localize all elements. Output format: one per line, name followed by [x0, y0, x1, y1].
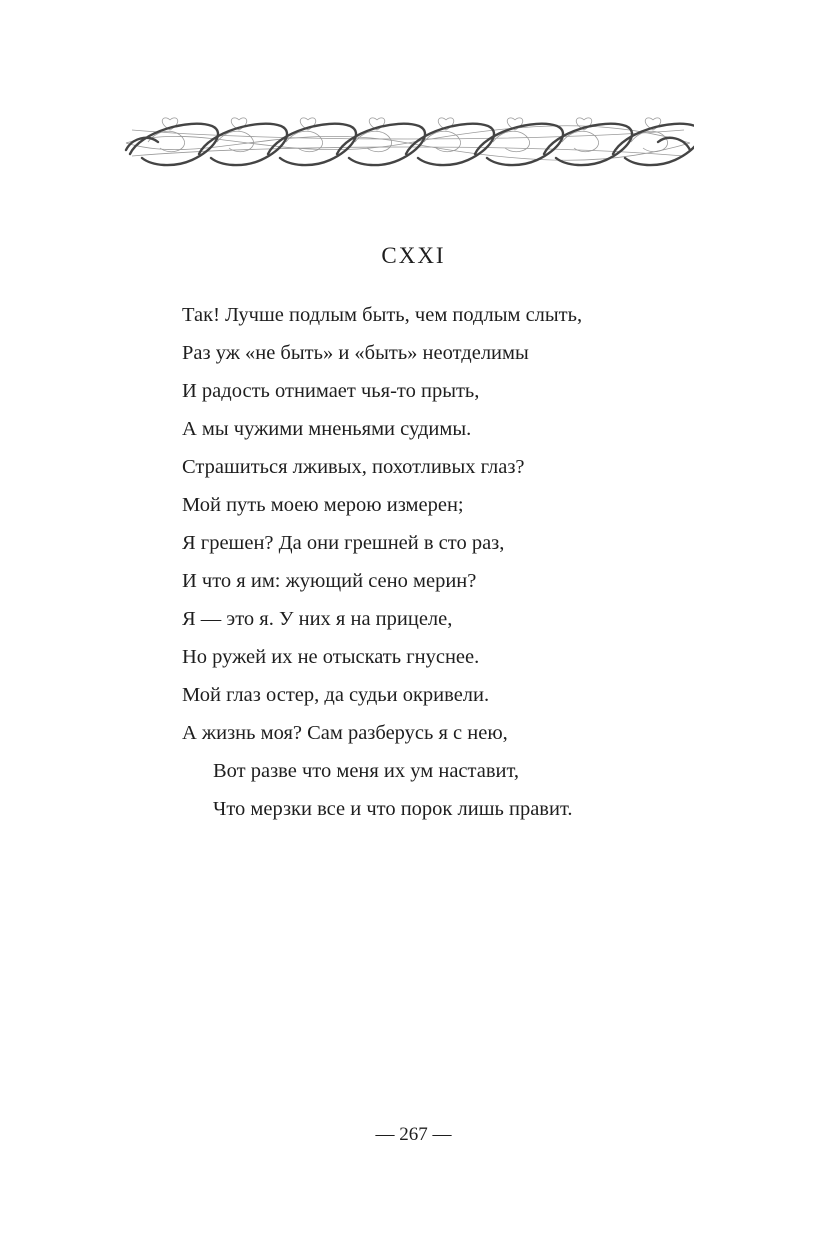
poem-couplet-line: Вот разве что меня их ум наставит, [213, 760, 520, 782]
ornament-end-flourish [658, 138, 690, 150]
poem-line: А мы чужими мненьями судимы. [182, 418, 472, 440]
poem-line: А жизнь моя? Сам разберусь я с нею, [182, 722, 508, 744]
poem-line: Мой глаз остер, да судьи окривели. [182, 684, 490, 706]
poem-line: Я — это я. У них я на прицеле, [182, 608, 453, 630]
decorative-border-ornament-icon [122, 112, 694, 174]
sonnet-number-heading: CXXI [381, 243, 446, 268]
poem-line: Но ружей их не отыскать гнуснее. [182, 646, 480, 668]
poem-line: Так! Лучше подлым быть, чем подлым слыть, [182, 304, 583, 326]
poem-couplet-line: Что мерзки все и что порок лишь правит. [213, 798, 573, 820]
poem-line: Страшиться лживых, похотливых глаз? [182, 456, 525, 478]
poem-text [182, 296, 742, 828]
page-number: — 267 — [375, 1124, 452, 1145]
poem-line: И радость отнимает чья-то прыть, [182, 380, 480, 402]
poem-line: Раз уж «не быть» и «быть» неотделимы [182, 342, 529, 364]
poem-line: И что я им: жующий сено мерин? [182, 570, 477, 592]
poem-line: Я грешен? Да они грешней в сто раз, [182, 532, 505, 554]
poem-line: Мой путь моею мерою измерен; [182, 494, 464, 516]
